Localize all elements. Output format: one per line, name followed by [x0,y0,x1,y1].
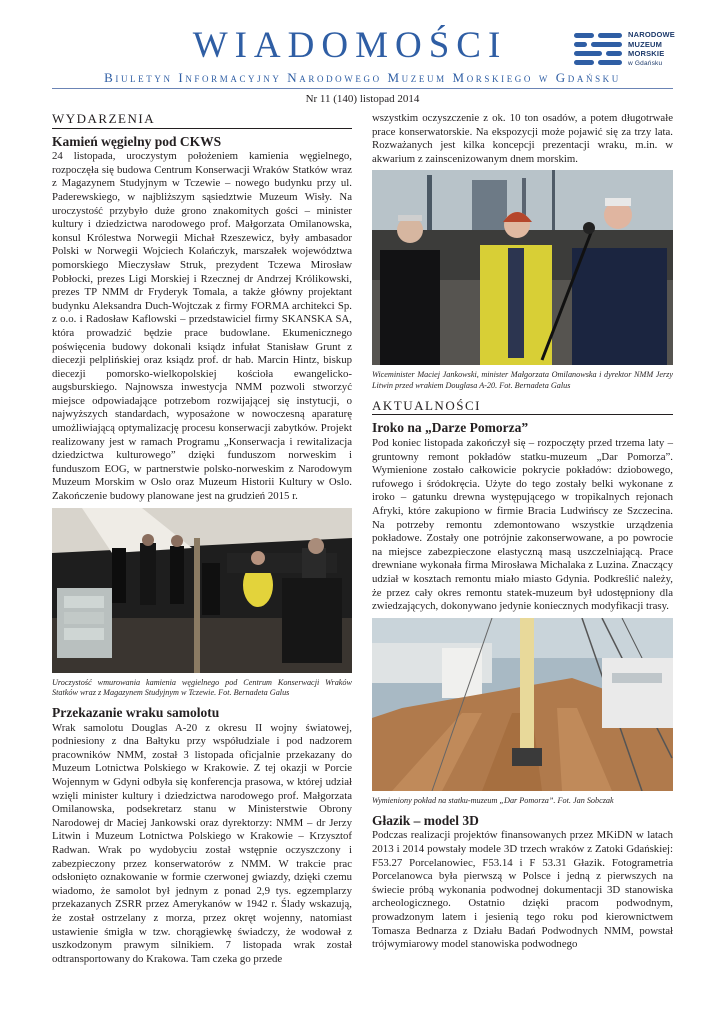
article-headline-ckws: Kamień węgielny pod CKWS [52,133,222,149]
article-headline-wreck: Przekazanie wraku samolotu [52,705,220,721]
masthead [0,0,725,110]
section-heading-events: WYDARZENIA [52,112,352,129]
ceremony-photo [52,508,352,673]
wreck-conference-photo [372,170,673,365]
museum-waves-icon [574,33,622,67]
section-heading-news: AKTUALNOŚCI [372,399,673,416]
left-column [52,112,352,970]
article-body-iroko: Pod koniec listopada zakończył się – rozpoczęty przed trzema laty – gruntowny remont pokładów statku-muzeum „Dar Pomorza”. Wymienione zostało całkowicie pokrycie pokładów: dziobowego, rufowego i śródokręcia. Użyte do tego zostały belki wykonane z iroko – gatunku drewna występującego w tropikalnych rejonach Afryki, które zakupiono w firmie Bracia Ludwińscy ze Szczecina. Na potrzeby remontu zdemontowano wszystkie urządzenia pokładowe. Zostały one potrójnie zakonserwowane, a po powrocie na miejsce zabezpieczone elastyczną masą uszczelniającą. Prace drewniane wykonała firma Mirosława Michalaka z Luzina. Znaczący udział w kosztach remontu miało miasto Gdynia. Podkreślić należy, że przez cały okres remontu statek-muzeum był udostępniony dla zwiedzających, dokonywano jedynie koniecznych modyfikacji trasy. [372,436,673,613]
newsletter-subtitle: Biuletyn Informacyjny Narodowego Muzeum Morskiego w Gdańsku [104,70,621,85]
wreck-conference-caption: Wiceminister Maciej Jankowski, minister Małgorzata Omilanowska i dyrektor NMM Jerzy Litwin przed wrakiem Douglasa A-20. Fot. Bernadeta Galus [372,370,673,390]
article-body-wreck-continued: wszystkim oczyszczenie z ok. 10 ton osadów, a potem długotrwałe prace konserwatorskie. Na ekspozycji może pojawić się za trzy lata. Rozważanych jest kilka koncepcji prezentacji wraku, m.in. w akwarium z zainscenizowanym dnem morskim. [372,112,673,165]
newsletter-title: WIADOMOŚCI [192,25,508,66]
issue-number: Nr 11 (140) listopad 2014 [305,93,420,105]
article-headline-glazik: Głazik – model 3D [372,812,479,828]
ship-deck-photo [372,618,673,791]
right-column [372,112,673,956]
article-body-wreck: Wrak samolotu Douglas A-20 z okresu II wojny światowej, podniesiony z dna Bałtyku przy współudziale i pod nadzorem pracowników NMM, został 3 listopada oficjalnie przekazany do Muzeum Lotnictwa Polskiego w Krakowie. Z tej okazji w Porcie Wojennym w Gdyni odbyła się konferencja prasowa, w której udział wzięli minister kultury i dziedzictwa narodowego prof. Małgorzata Omilanowska, podsekretarz stanu w Ministerstwie Obrony Narodowej dr Maciej Jankowski oraz dyrektorzy: NMM – dr Jerzy Litwin i Muzeum Lotnictwa Polskiego w Krakowie – Krzysztof Radwan. Wrak po wydobyciu został wstępnie oczyszczony i zabezpieczony przez konserwatorów z NMM. W trakcie prac odsłonięto oznakowanie w formie czerwonej gwiazdy, dzięki czemu wiadomo, że samolot był jednym z ponad 2,9 tys. egzemplarzy przekazanych ZSRR przez Amerykanów w 1942 r. Ślady wskazują, że został ostrzelany z morza, przez okręt wojenny, natomiast ustawienie śmigła w tzw. chorągiewkę świadczy, że wodował z uszkodzonym prawym silnikiem. 7 listopada wrak został odtransportowany do Krakowa. Tam czeka go przede [52,721,352,965]
museum-logo [574,30,684,74]
ceremony-photo-caption: Uroczystość wmurowania kamienia węgielnego pod Centrum Konserwacji Wraków Statków wraz z Magazynem Studyjnym w Tczewie. Fot. Bernadeta Galus [52,677,352,697]
article-headline-iroko: Iroko na „Darze Pomorza” [372,420,529,436]
museum-logo-text: NARODOWE MUZEUM MORSKIE w Gdańsku [628,30,676,67]
article-body-ckws: 24 listopada, uroczystym położeniem kamienia węgielnego, rozpoczęła się budowa Centrum Konserwacji Wraków Statków wraz z Magazynem Studyjnym w Tczewie – nowego budynku przy ul. Paderewskiego, w najbliższym sąsiedztwie Muzeum Wisły. Na uroczystość przybyło duże grono znakomitych gości – minister kultury i dziedzictwa narodowego prof. Małgorzata Omilanowska, konsul Królestwa Norwegii Michał Rzeszewicz, były ambasador Polski w Norwegii Wojciech Kolańczyk, marszałek województwa pomorskiego Mieczysław Struk, prezydent Tczewa Mirosław Pobłocki, prezes Ligi Morskiej i Rzecznej dr Andrzej Królikowski, prezes TP NMM dr Fryderyk Tomala, a także główny projektant budynku Aleksandra Duch-Wojtczak z firmy FORMA architekci Sp. z o.o. i Radosław Kaflowski – przedstawiciel firmy SKANSKA SA, która prowadzić będzie prace budowlane. Ekumenicznego poświęcenia budowy dokonali ksiądz infułat Stanisław Grunt z diecezji pelplińskiej oraz ksiądz prof. dr hab. Marcin Hintz, biskup diecezji pomorsko-wielkopolskiej kościoła ewangelicko-augsburskiego. Najnowsza inwestycja NMM pozwoli stworzyć miejsce odpowiadające potrzebom rozwijającej się instytucji, o najwyższych standardach, wyposażone w nowoczesną aparaturę umożliwiającą optymalizację procesu konserwacji zabytków. Projekt realizowany jest w ramach Programu „Konserwacja i rewitalizacja dziedzictwa kulturowego” dzięki funduszom norweskim i funduszom EOG, w partnerstwie polsko-norweskim z Narodowym Muzeum Morskim w Oslo oraz Muzeum Historii Kultury w Oslo. Zakończenie budowy planowane jest na grudzień 2015 r. [52,150,352,503]
ship-deck-caption: Wymieniony pokład na statku-muzeum „Dar Pomorza”. Fot. Jan Sobczak [372,795,614,805]
article-body-glazik: Podczas realizacji projektów finansowanych przez MKiDN w latach 2013 i 2014 powstały modele 3D trzech wraków z Zatoki Gdańskiej: F53.27 Porcelanowiec, F53.14 i F 53.31 Głazik. Fotogrametria Porcelanowca była pierwszą w Polsce i jedną z pierwszych na świecie próbą wykonania podwodnej dokumentacji 3D stanowiska archeologicznego. Ostatnio dzięki pracom podwodnym, prowadzonym latem i jesienią tego roku pod kierownictwem Tomasza Bednarza z Działu Badań Podwodnych NMM, powstał trójwymiarowy model stanowiska podwodnego [372,829,673,951]
header-rule [52,88,673,89]
